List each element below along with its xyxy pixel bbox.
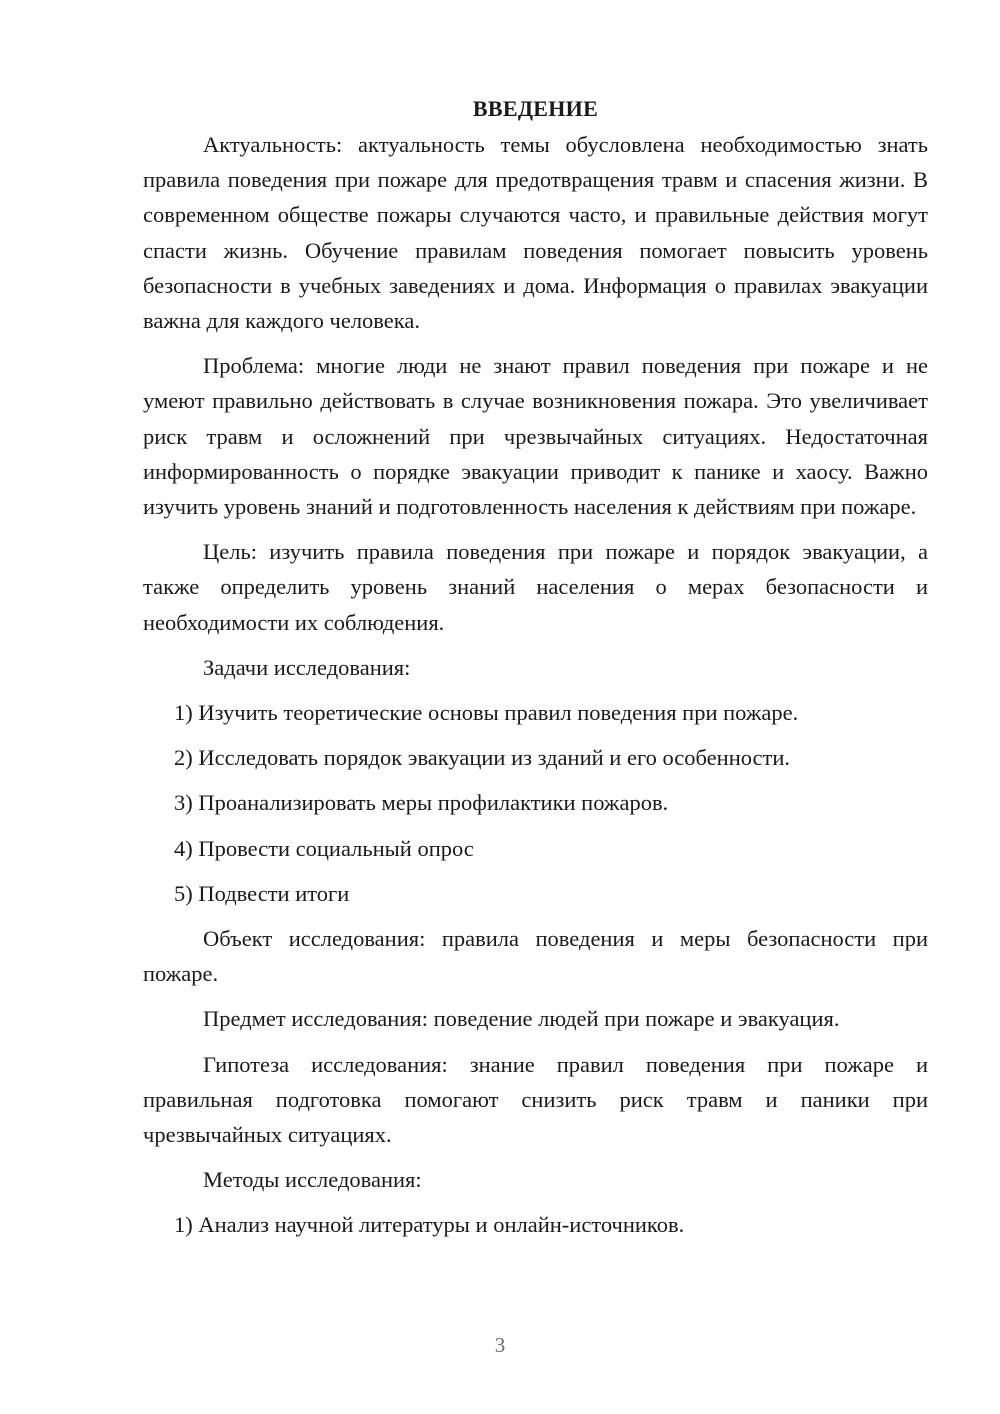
section-title: ВВЕДЕНИЕ bbox=[472, 96, 599, 121]
task-item: 1) Изучить теоретические основы правил поведения при пожаре. bbox=[174, 700, 799, 726]
task-item: 2) Исследовать порядок эвакуации из зданий и его особенности. bbox=[174, 745, 791, 771]
methods-heading: Методы исследования: bbox=[203, 1167, 422, 1193]
method-item: 1) Анализ научной литературы и онлайн-источников. bbox=[174, 1212, 685, 1238]
tasks-heading: Задачи исследования: bbox=[203, 654, 411, 680]
paragraph-hypothesis: Гипотеза исследования: знание правил поведения при пожаре и правильная подготовка помогают снизить риск травм и паники при чрезвычайных ситуациях. bbox=[143, 1051, 928, 1148]
methods-list bbox=[143, 1207, 928, 1242]
page-content bbox=[143, 92, 928, 1253]
tasks-list bbox=[143, 695, 928, 911]
task-item: 3) Проанализировать меры профилактики пожаров. bbox=[174, 790, 669, 816]
page-number: 3 bbox=[494, 1333, 506, 1357]
paragraph-object: Объект исследования: правила поведения и меры безопасности при пожаре. bbox=[143, 926, 928, 987]
paragraph-problem: Проблема: многие люди не знают правил поведения при пожаре и не умеют правильно действовать в случае возникновения пожара. Это увеличивает риск травм и осложнений при чрезвычайных ситуациях. Недостаточная информированность о порядке эвакуации приводит к панике и хаосу. Важно изучить уровень знаний и подготовленность населения к действиям при пожаре. bbox=[143, 353, 928, 520]
paragraph-subject: Предмет исследования: поведение людей при пожаре и эвакуация. bbox=[203, 1006, 840, 1032]
paragraph-goal: Цель: изучить правила поведения при пожаре и порядок эвакуации, а также определить уровень знаний населения о мерах безопасности и необходимости их соблюдения. bbox=[143, 539, 928, 635]
paragraph-relevance: Актуальность: актуальность темы обусловлена необходимостью знать правила поведения при пожаре для предотвращения травм и спасения жизни. В современном обществе пожары случаются часто, и правильные действия могут спасти жизнь. Обучение правилам поведения помогает повысить уровень безопасности в учебных заведениях и дома. Информация о правилах эвакуации важна для каждого человека. bbox=[143, 132, 928, 334]
task-item: 5) Подвести итоги bbox=[174, 880, 350, 906]
task-item: 4) Провести социальный опрос bbox=[174, 835, 474, 861]
